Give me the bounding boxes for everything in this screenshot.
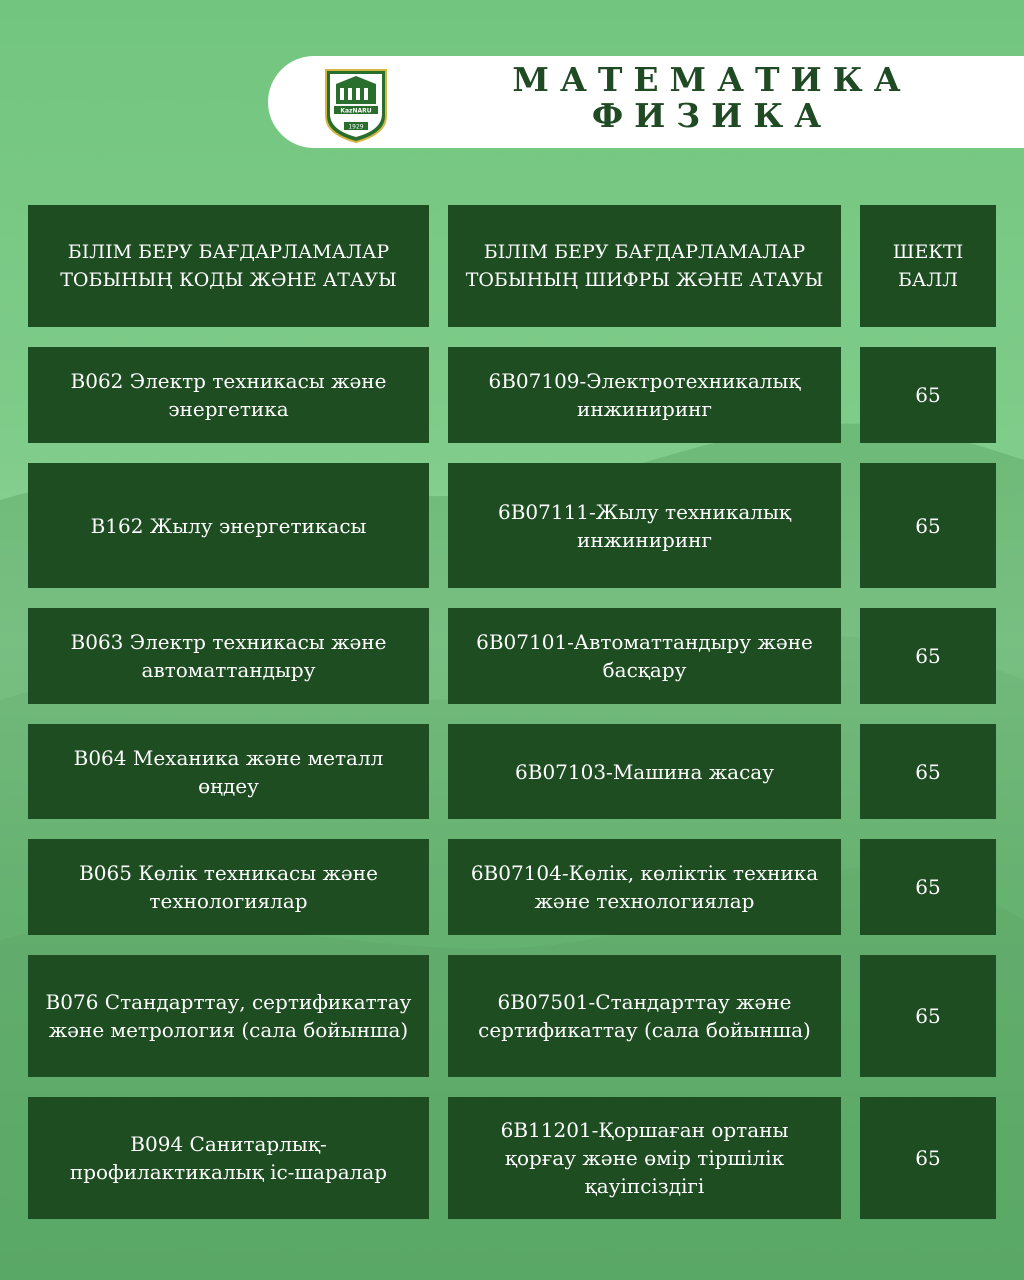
table-cell-program: 6B07111-Жылу техникалық инжиниринг bbox=[448, 463, 841, 588]
table-cell-score: 65 bbox=[860, 839, 996, 935]
table-cell-group: B062 Электр техникасы және энергетика bbox=[28, 347, 429, 443]
table-cell-group: B064 Механика және металл өңдеу bbox=[28, 724, 429, 819]
table-cell-group: B065 Көлік техникасы және технологиялар bbox=[28, 839, 429, 935]
page-title bbox=[400, 62, 1024, 134]
title-line-1: МАТЕМАТИКА bbox=[512, 60, 912, 99]
table-cell-program: 6B07103-Машина жасау bbox=[448, 724, 841, 819]
table-cell-score: 65 bbox=[860, 463, 996, 588]
table-cell-program: 6B11201-Қоршаған ортаны қорғау және өмір тіршілік қауіпсіздігі bbox=[448, 1097, 841, 1219]
column-header-score: ШЕКТІ БАЛЛ bbox=[860, 205, 996, 327]
university-emblem-icon bbox=[322, 64, 390, 144]
table-cell-score: 65 bbox=[860, 347, 996, 443]
table-cell-group: B076 Стандарттау, сертификаттау және метрология (сала бойынша) bbox=[28, 955, 429, 1077]
table-cell-program: 6B07104-Көлік, көліктік техника және технологиялар bbox=[448, 839, 841, 935]
table-cell-score: 65 bbox=[860, 724, 996, 819]
column-header-program: БІЛІМ БЕРУ БАҒДАРЛАМАЛАР ТОБЫНЫҢ ШИФРЫ ЖӘНЕ АТАУЫ bbox=[448, 205, 841, 327]
table-cell-group: B162 Жылу энергетикасы bbox=[28, 463, 429, 588]
logo-text: KazNARU bbox=[340, 107, 372, 115]
title-line-2: ФИЗИКА bbox=[591, 96, 833, 135]
table-cell-score: 65 bbox=[860, 1097, 996, 1219]
table-cell-group: B063 Электр техникасы және автоматтандыру bbox=[28, 608, 429, 704]
column-header-group: БІЛІМ БЕРУ БАҒДАРЛАМАЛАР ТОБЫНЫҢ КОДЫ ЖӘНЕ АТАУЫ bbox=[28, 205, 429, 327]
table-cell-score: 65 bbox=[860, 955, 996, 1077]
table-cell-program: 6B07501-Стандарттау және сертификаттау (сала бойынша) bbox=[448, 955, 841, 1077]
table-cell-program: 6B07109-Электротехникалық инжиниринг bbox=[448, 347, 841, 443]
logo-year: 1929 bbox=[348, 123, 364, 131]
table-cell-group: B094 Санитарлық-профилактикалық іс-шаралар bbox=[28, 1097, 429, 1219]
table-cell-program: 6B07101-Автоматтандыру және басқару bbox=[448, 608, 841, 704]
table-cell-score: 65 bbox=[860, 608, 996, 704]
